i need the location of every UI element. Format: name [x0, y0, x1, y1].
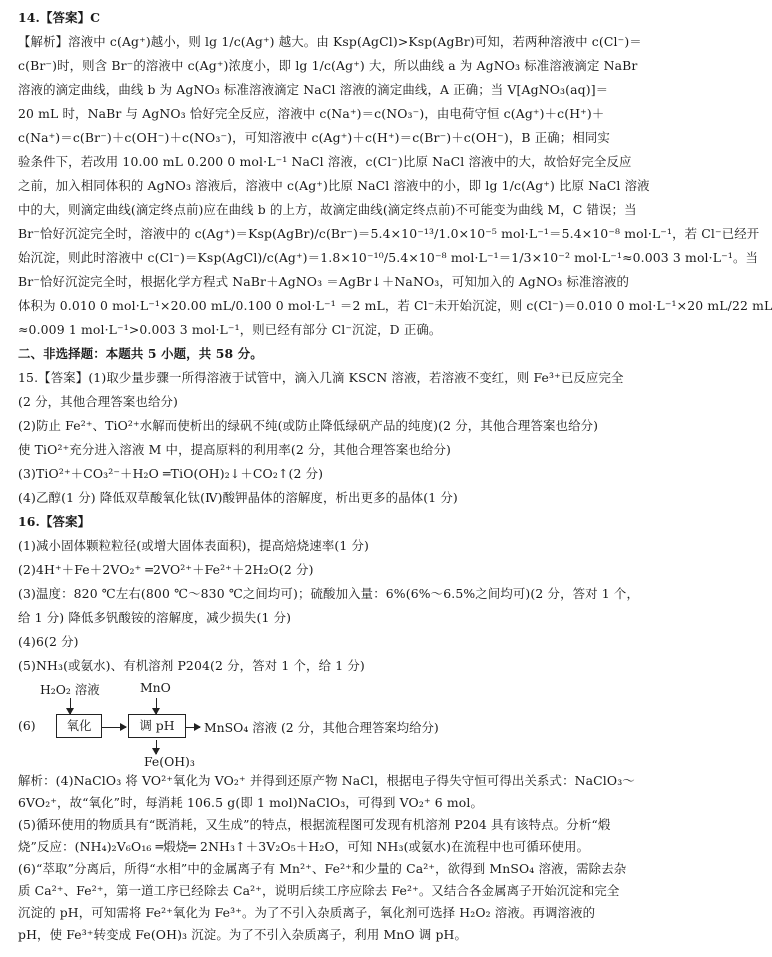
q16-analysis-line: pH，使 Fe³⁺转变成 Fe(OH)₃ 沉淀。为了不引入杂质离子，利用 MnO 调 pH。 [18, 927, 468, 942]
q14-explanation-line: 【解析】溶液中 c(Ag⁺)越小，则 lg 1/c(Ag⁺) 越大。由 Ksp(AgCl)>Ksp(AgBr)可知，若两种溶液中 c(Cl⁻)＝ [18, 34, 642, 49]
down-arrow [156, 698, 157, 714]
q16-answer-line: (3)温度：820 ℃左右(800 ℃～830 ℃之间均可)；硫酸加入量：6%(6%～6.5%之间均可)(2 分，答对 1 个， [18, 586, 639, 601]
q16-analysis-line: 6VO₂⁺，故“氧化”时，每消耗 106.5 g(即 1 mol)NaClO₃，可得到 VO₂⁺ 6 mol。 [18, 795, 484, 810]
precipitate-label: Fe(OH)₃ [144, 754, 195, 769]
adjust-ph-box: 调 pH [128, 714, 186, 738]
q14-explanation-line: Br⁻恰好沉淀完全时，溶液中的 c(Ag⁺)＝Ksp(AgBr)/c(Br⁻)＝5.4×10⁻¹³/1.0×10⁻⁵ mol·L⁻¹＝5.4×10⁻⁸ mol·L⁻¹，若 Cl⁻已经开 [18, 226, 760, 241]
q15-answer-line: 使 TiO²⁺充分进入溶液 M 中，提高原料的利用率(2 分，其他合理答案也给分) [18, 442, 451, 457]
q16-answer-line: (2)4H⁺＋Fe＋2VO₂⁺ ═2VO²⁺＋Fe²⁺＋2H₂O(2 分) [18, 562, 314, 577]
section-heading: 二、非选择题：本题共 5 小题，共 58 分。 [18, 346, 263, 361]
q14-explanation-line: 溶液的滴定曲线，曲线 b 为 AgNO₃ 标准溶液滴定 NaCl 溶液的滴定曲线，A 正确；当 V[AgNO₃(aq)]＝ [18, 82, 609, 97]
q14-explanation-line: c(Br⁻)时，则含 Br⁻的溶液中 c(Ag⁺)浓度小，即 lg 1/c(Ag⁺) 大，所以曲线 a 为 AgNO₃ 标准溶液滴定 NaBr [18, 58, 638, 73]
q14-explanation-line: Br⁻恰好沉淀完全时，根据化学方程式 NaBr＋AgNO₃ ＝AgBr↓＋NaNO₃，可知加入的 AgNO₃ 标准溶液的 [18, 274, 630, 289]
q14-explanation-line: 中的大，则滴定曲线(滴定终点前)应在曲线 b 的上方，故滴定曲线(滴定终点前)不可能变为曲线 M，C 错误；当 [18, 202, 637, 217]
q14-answer: 14.【答案】C [18, 10, 101, 25]
item-number: (6) [18, 718, 36, 733]
q15-answer-line: (3)TiO²⁺＋CO₃²⁻＋H₂O ═TiO(OH)₂↓＋CO₂↑(2 分) [18, 466, 324, 481]
product-label: MnSO₄ 溶液 (2 分，其他合理答案均给分) [204, 720, 439, 735]
q15-answer-line: 15.【答案】(1)取少量步骤一所得溶液于试管中，滴入几滴 KSCN 溶液，若溶液不变红，则 Fe³⁺已反应完全 [18, 370, 624, 385]
q14-explanation-line: 始沉淀，则此时溶液中 c(Cl⁻)＝Ksp(AgCl)/c(Ag⁺)＝1.8×10⁻¹⁰/5.4×10⁻⁸ mol·L⁻¹＝1/3×10⁻² mol·L⁻¹≈0.003 3 mol·L⁻¹。当 [18, 250, 759, 265]
q16-answer-line: (5)NH₃(或氨水)、有机溶剂 P204(2 分，答对 1 个，给 1 分) [18, 658, 365, 673]
q16-answer-line: (1)减小固体颗粒粒径(或增大固体表面积)，提高焙烧速率(1 分) [18, 538, 370, 553]
down-arrow [156, 740, 157, 754]
q14-explanation-line: 体积为 0.010 0 mol·L⁻¹×20.00 mL/0.100 0 mol·L⁻¹ ＝2 mL，若 Cl⁻未开始沉淀，则 c(Cl⁻)＝0.010 0 mol·L⁻¹×20 mL/22 mL [18, 298, 772, 313]
q15-answer-line: (2 分，其他合理答案也给分) [18, 394, 179, 409]
h2o2-reagent-label: H₂O₂ 溶液 [40, 682, 100, 697]
process-flow-diagram [18, 678, 670, 770]
q14-explanation-line: 20 mL 时，NaBr 与 AgNO₃ 恰好完全反应，溶液中 c(Na⁺)＝c(NO₃⁻)，由电荷守恒 c(Ag⁺)＋c(H⁺)＋ [18, 106, 605, 121]
q16-answer-heading: 16.【答案】 [18, 514, 91, 529]
right-arrow [102, 727, 126, 728]
q16-analysis-line: 烧”反应：(NH₄)₂V₆O₁₆ ═煅烧═ 2NH₃↑＋3V₂O₅＋H₂O，可知 NH₃(或氨水)在流程中也可循环使用。 [18, 839, 590, 854]
q16-analysis-line: (5)循环使用的物质具有“既消耗，又生成”的特点，根据流程图可发现有机溶剂 P204 具有该特点。分析“煅 [18, 817, 611, 832]
q16-analysis-line: 解析：(4)NaClO₃ 将 VO²⁺氧化为 VO₂⁺ 并得到还原产物 NaCl，根据电子得失守恒可得出关系式：NaClO₃～ [18, 773, 635, 788]
q14-explanation-line: 之前，加入相同体积的 AgNO₃ 溶液后，溶液中 c(Ag⁺)比原 NaCl 溶液中的小，即 lg 1/c(Ag⁺) 比原 NaCl 溶液 [18, 178, 650, 193]
down-arrow [70, 698, 71, 714]
q14-explanation-line: c(Na⁺)＝c(Br⁻)＋c(OH⁻)＋c(NO₃⁻)，可知溶液中 c(Ag⁺)＋c(H⁺)＝c(Br⁻)＋c(OH⁻)，B 正确；相同实 [18, 130, 610, 145]
q15-answer-line: (2)防止 Fe²⁺、TiO²⁺水解而使析出的绿矾不纯(或防止降低绿矾产品的纯度)(2 分，其他合理答案也给分) [18, 418, 599, 433]
right-arrow [186, 727, 200, 728]
mno-reagent-label: MnO [140, 680, 171, 695]
q16-analysis-line: 沉淀的 pH，可知需将 Fe²⁺氧化为 Fe³⁺。为了不引入杂质离子，氧化剂可选择 H₂O₂ 溶液。再调溶液的 [18, 905, 596, 920]
q16-analysis-line: 质 Ca²⁺、Fe²⁺，第一道工序已经除去 Ca²⁺，说明后续工序应除去 Fe²⁺。又结合各金属离子开始沉淀和完全 [18, 883, 620, 898]
q16-answer-line: (4)6(2 分) [18, 634, 79, 649]
q14-explanation-line: ≈0.009 1 mol·L⁻¹>0.003 3 mol·L⁻¹，则已经有部分 Cl⁻沉淀，D 正确。 [18, 322, 442, 337]
q15-answer-line: (4)乙醇(1 分) 降低双草酸氧化钛(Ⅳ)酸钾晶体的溶解度，析出更多的晶体(1 分) [18, 490, 458, 505]
q14-explanation-line: 验条件下，若改用 10.00 mL 0.200 0 mol·L⁻¹ NaCl 溶液，c(Cl⁻)比原 NaCl 溶液中的大，故恰好完全反应 [18, 154, 632, 169]
q16-analysis-line: (6)“萃取”分离后，所得“水相”中的金属离子有 Mn²⁺、Fe²⁺和少量的 Ca²⁺，欲得到 MnSO₄ 溶液，需除去杂 [18, 861, 627, 876]
oxidation-box: 氧化 [56, 714, 102, 738]
q16-answer-line: 给 1 分) 降低多钒酸铵的溶解度，减少损失(1 分) [18, 610, 292, 625]
